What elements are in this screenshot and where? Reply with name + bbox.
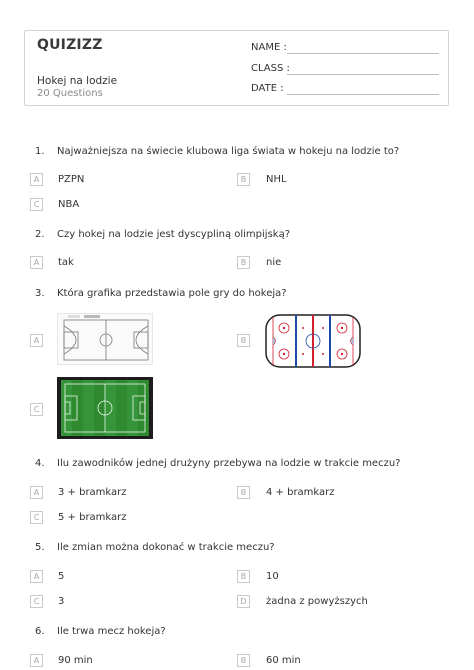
question-text: Ile trwa mecz hokeja?	[57, 626, 166, 637]
option-text: 3	[58, 596, 65, 607]
option-text: NHL	[266, 174, 287, 185]
option-letter-box[interactable]: C	[30, 595, 43, 608]
option-text: 10	[266, 571, 279, 582]
worksheet-header	[24, 30, 449, 106]
option-letter-box[interactable]: C	[30, 511, 43, 524]
question-number: 4.	[35, 458, 45, 469]
ice-hockey-rink-image	[264, 313, 362, 369]
option-letter-box[interactable]: D	[237, 595, 250, 608]
option-letter-box[interactable]: C	[30, 198, 43, 211]
option-text: nie	[266, 257, 282, 268]
option-letter-box[interactable]: B	[237, 256, 250, 269]
option-text: 60 min	[266, 655, 301, 666]
option-letter-box[interactable]: B	[237, 486, 250, 499]
worksheet-question-count: 20 Questions	[37, 88, 103, 99]
question-number: 1.	[35, 146, 45, 157]
option-text: 5	[58, 571, 65, 582]
option-text: 3 + bramkarz	[58, 487, 127, 498]
date-line[interactable]	[287, 94, 439, 95]
question-text: Najważniejsza na świecie klubowa liga świata w hokeju na lodzie to?	[57, 146, 400, 157]
question-number: 5.	[35, 542, 45, 553]
question-text: Która grafika przedstawia pole gry do hokeja?	[57, 288, 287, 299]
option-text: 4 + bramkarz	[266, 487, 335, 498]
option-text: NBA	[58, 199, 80, 210]
option-letter-box[interactable]: A	[30, 256, 43, 269]
basketball-court-image	[57, 313, 153, 365]
option-text: PZPN	[58, 174, 85, 185]
option-letter-box[interactable]: A	[30, 334, 43, 347]
football-pitch-image	[57, 377, 153, 439]
option-text: 90 min	[58, 655, 93, 666]
option-letter-box[interactable]: B	[237, 334, 250, 347]
question-text: Ilu zawodników jednej drużyny przebywa na lodzie w trakcie meczu?	[57, 458, 401, 469]
option-letter-box[interactable]: B	[237, 654, 250, 667]
question-number: 6.	[35, 626, 45, 637]
name-label: NAME :	[251, 42, 287, 53]
date-label: DATE :	[251, 83, 284, 94]
option-letter-box[interactable]: A	[30, 570, 43, 583]
quizizz-logo: QUIZIZZ	[37, 37, 103, 53]
option-text: 5 + bramkarz	[58, 512, 127, 523]
question-number: 2.	[35, 229, 45, 240]
class-line[interactable]	[287, 74, 439, 75]
option-text: żadna z powyższych	[266, 596, 368, 607]
class-label: CLASS :	[251, 63, 290, 74]
option-letter-box[interactable]: B	[237, 570, 250, 583]
question-text: Czy hokej na lodzie jest dyscypliną olimpijską?	[57, 229, 291, 240]
option-letter-box[interactable]: A	[30, 173, 43, 186]
name-line[interactable]	[287, 53, 439, 54]
question-number: 3.	[35, 288, 45, 299]
option-letter-box[interactable]: C	[30, 403, 43, 416]
option-letter-box[interactable]: A	[30, 654, 43, 667]
option-letter-box[interactable]: A	[30, 486, 43, 499]
option-text: tak	[58, 257, 74, 268]
question-text: Ile zmian można dokonać w trakcie meczu?	[57, 542, 275, 553]
option-letter-box[interactable]: B	[237, 173, 250, 186]
worksheet-title: Hokej na lodzie	[37, 75, 118, 87]
